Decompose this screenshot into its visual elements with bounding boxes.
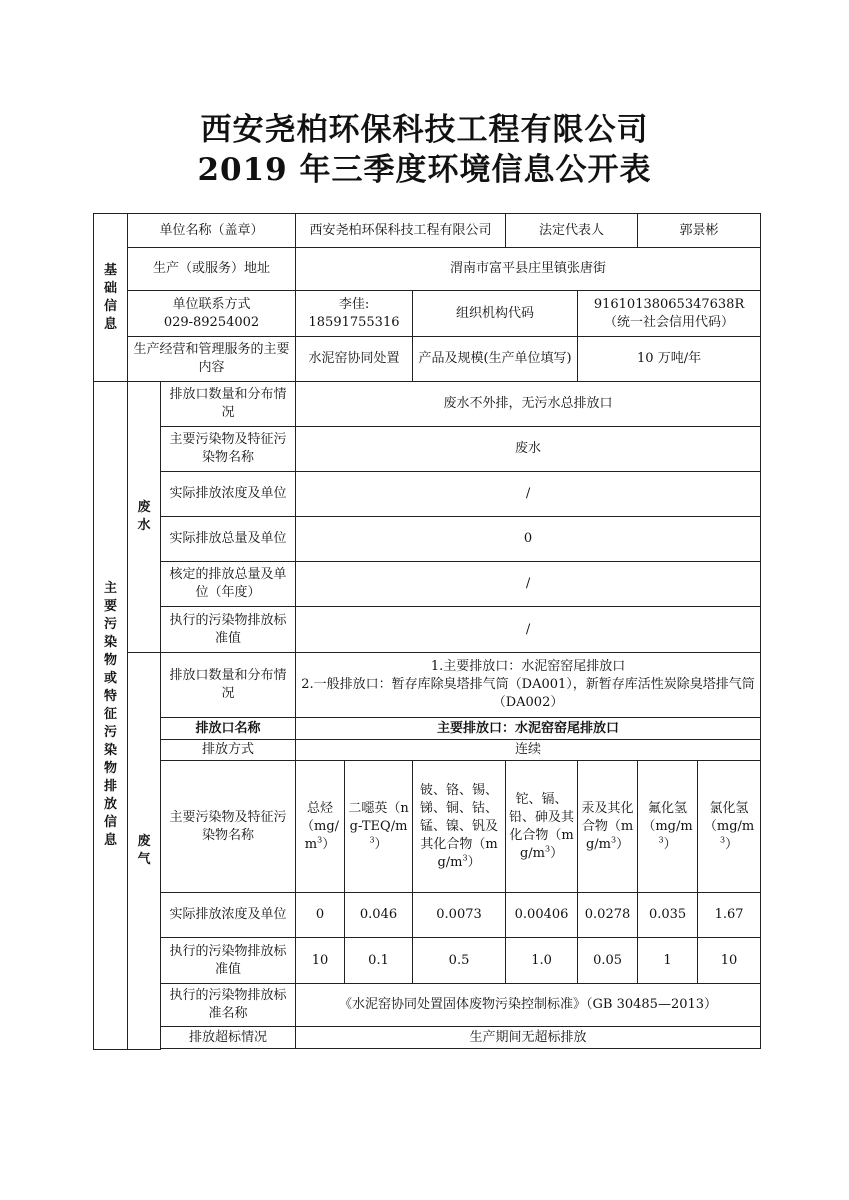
business-label: 生产经营和管理服务的主要内容	[128, 337, 296, 382]
ww-row-value: /	[296, 472, 761, 517]
credit-code-note: （统一社会信用代码）	[604, 314, 735, 330]
address-value: 渭南市富平县庄里镇张唐街	[296, 248, 761, 291]
limit-value: 1.0	[506, 938, 578, 984]
wg-outlet-value	[296, 653, 761, 718]
pollutant-name: 汞及其化合物	[581, 800, 634, 834]
section-basic-info: 基础信息	[94, 214, 128, 382]
wg-standard-value: 《水泥窑协同处置固体废物污染控制标准》（GB 30485—2013）	[296, 984, 761, 1027]
actual-value: 0.046	[345, 893, 413, 938]
contact-label: 单位联系方式	[172, 296, 251, 312]
pollutant-name: 氯化氢	[709, 800, 749, 816]
unit-name-value: 西安尧柏环保科技工程有限公司	[296, 214, 506, 248]
pollutant-name: 铍、铬、锡、锑、铜、钴、锰、镍、钒及其化合物	[420, 782, 499, 852]
wg-outlet-name-value: 主要排放口：水泥窑窑尾排放口	[296, 718, 761, 740]
actual-value: 0.035	[638, 893, 698, 938]
section-pollutants: 主要污染物或特征污染物排放信息	[94, 382, 128, 1050]
pollutant-header-cell: 汞及其化合物$(mg/m^3)$	[578, 761, 638, 893]
wg-outlet-name-label: 排放口名称	[161, 718, 296, 740]
contact-person-cell	[296, 291, 413, 337]
ww-row-value: 0	[296, 517, 761, 562]
wg-mode-value: 连续	[296, 740, 761, 761]
wg-outlet-line: 1.主要排放口：水泥窑窑尾排放口	[430, 659, 626, 674]
credit-code: 91610138065347638R	[593, 296, 745, 312]
ww-row-value: /	[296, 607, 761, 653]
environmental-info-table	[93, 213, 761, 1050]
limit-value: 1	[638, 938, 698, 984]
business-value: 水泥窑协同处置	[296, 337, 413, 382]
ww-row-label: 执行的污染物排放标准值	[161, 607, 296, 653]
actual-value: 0.0278	[578, 893, 638, 938]
wg-limit-label: 执行的污染物排放标准值	[161, 938, 296, 984]
wg-mode-label: 排放方式	[161, 740, 296, 761]
ww-row-label: 实际排放总量及单位	[161, 517, 296, 562]
contact-cell	[128, 291, 296, 337]
wg-pollutant-label: 主要污染物及特征污染物名称	[161, 761, 296, 893]
contact-person: 李佳:	[338, 296, 370, 312]
ww-row-label: 核定的排放总量及单位（年度）	[161, 562, 296, 607]
ww-row-label: 实际排放浓度及单位	[161, 472, 296, 517]
contact-mobile: 18591755316	[308, 314, 400, 330]
wg-actual-label: 实际排放浓度及单位	[161, 893, 296, 938]
ww-row-value: 废水不外排，无污水总排放口	[296, 382, 761, 427]
ww-row-value: /	[296, 562, 761, 607]
address-label: 生产（或服务）地址	[128, 248, 296, 291]
pollutant-name: 氟化氢	[648, 800, 688, 816]
pollutant-name: 总烃	[307, 800, 334, 816]
actual-value: 1.67	[698, 893, 761, 938]
limit-value: 10	[296, 938, 345, 984]
wg-exceed-value: 生产期间无超标排放	[296, 1027, 761, 1049]
actual-value: 0.00406	[506, 893, 578, 938]
pollutant-header-cell: 二噁英$(ng-TEQ/m^3)$	[345, 761, 413, 893]
actual-value: 0.0073	[413, 893, 506, 938]
pollutant-header-cell: 氟化氢$(mg/m^3)$	[638, 761, 698, 893]
limit-value: 0.1	[345, 938, 413, 984]
scale-label: 产品及规模(生产单位填写)	[413, 337, 578, 382]
wg-standard-label: 执行的污染物排放标准名称	[161, 984, 296, 1027]
actual-value: 0	[296, 893, 345, 938]
spacer	[161, 1049, 761, 1050]
unit-name-label: 单位名称（盖章）	[128, 214, 296, 248]
document-subtitle: 2019 年三季度环境信息公开表	[197, 152, 652, 188]
wg-exceed-label: 排放超标情况	[161, 1027, 296, 1049]
pollutant-header-cell: 铍、铬、锡、锑、铜、钴、锰、镍、钒及其化合物$(mg/m^3)$	[413, 761, 506, 893]
ww-row-label: 主要污染物及特征污染物名称	[161, 427, 296, 472]
pollutant-header-cell: 铊、镉、铅、砷及其化合物$(mg/m^3)$	[506, 761, 578, 893]
scale-value: 10 万吨/年	[578, 337, 761, 382]
ww-row-value: 废水	[296, 427, 761, 472]
wg-outlet-line: 2.一般排放口：暂存库除臭塔排气筒（DA001），新暂存库活性炭除臭塔排气筒（DA002）	[301, 677, 755, 710]
credit-code-cell	[578, 291, 761, 337]
pollutant-name: 铊、镉、铅、砷及其化合物	[509, 791, 575, 843]
pollutant-header-cell: 总烃$(mg/m^3)$	[296, 761, 345, 893]
section-waste-gas: 废气	[128, 653, 161, 1050]
contact-phone: 029-89254002	[163, 314, 260, 330]
limit-value: 0.5	[413, 938, 506, 984]
legal-rep-label: 法定代表人	[506, 214, 638, 248]
wg-outlet-label: 排放口数量和分布情况	[161, 653, 296, 718]
limit-value: 10	[698, 938, 761, 984]
limit-value: 0.05	[578, 938, 638, 984]
org-code-label: 组织机构代码	[413, 291, 578, 337]
pollutant-name: 二噁英	[348, 800, 388, 816]
legal-rep-value: 郭景彬	[638, 214, 761, 248]
ww-row-label: 排放口数量和分布情况	[161, 382, 296, 427]
document-title: 西安尧柏环保科技工程有限公司	[200, 112, 649, 148]
section-wastewater: 废水	[128, 382, 161, 653]
pollutant-header-cell: 氯化氢$(mg/m^3)$	[698, 761, 761, 893]
